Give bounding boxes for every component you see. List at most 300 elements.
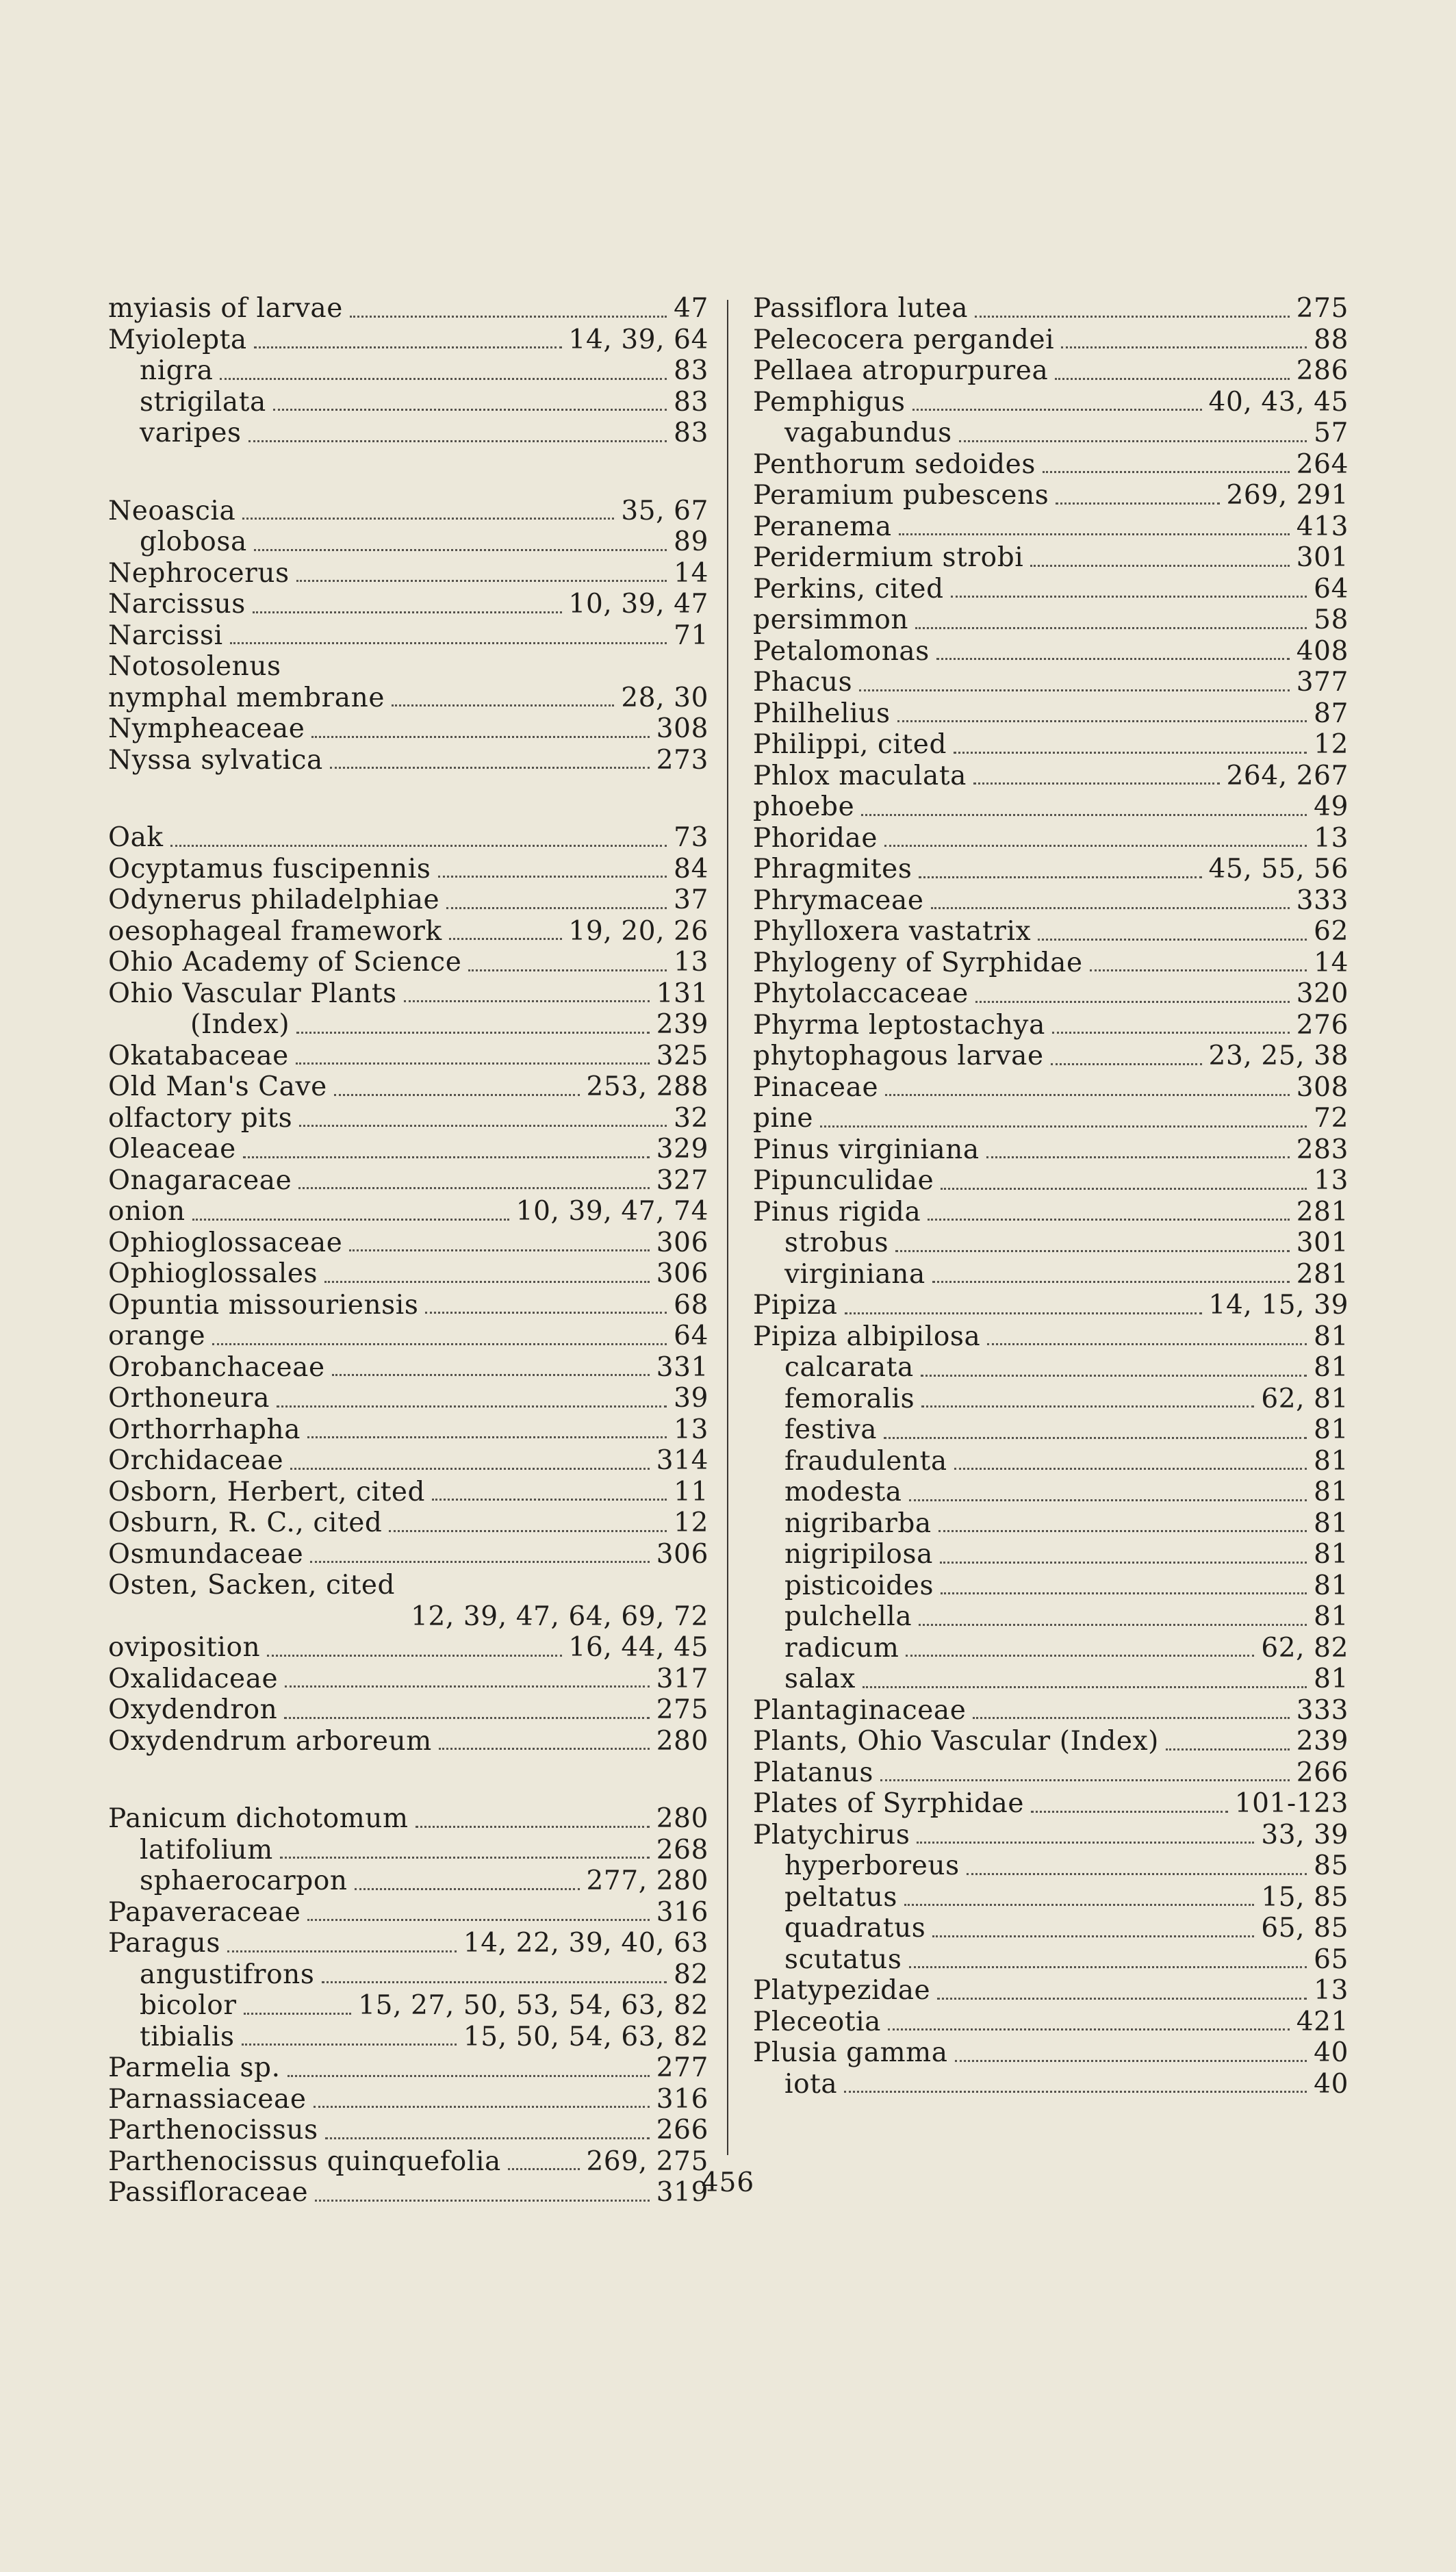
index-entry [108, 1041, 708, 1072]
entry-term: phytophagous larvae [753, 1041, 1044, 1071]
leader-dots [888, 2007, 1290, 2038]
entry-term: Perkins, cited [753, 573, 944, 604]
entry-pages: 283 [1296, 1134, 1349, 1165]
entry-term: Peranema [753, 511, 892, 542]
entry-term: virginiana [784, 1258, 925, 1290]
entry-term: Phylogeny of Syrphidae [753, 947, 1083, 978]
entry-term: Parnassiaceae [108, 2083, 307, 2115]
leader-dots [1090, 947, 1307, 979]
leader-dots [932, 1913, 1254, 1944]
index-entry [753, 1726, 1349, 1757]
leader-dots [859, 667, 1290, 698]
entry-pages: 81 [1314, 1539, 1349, 1570]
page-number: 456 [701, 2167, 755, 2198]
entry-term: Pipunculidae [753, 1165, 934, 1196]
leader-dots [299, 1103, 667, 1134]
index-entry [108, 713, 708, 745]
leader-dots [844, 2069, 1307, 2100]
entry-term: Pellaea atropurpurea [753, 355, 1049, 386]
entry-term: Old Man's Cave [108, 1071, 327, 1102]
index-entry [108, 1071, 708, 1103]
index-entry [753, 511, 1349, 543]
entry-term: phoebe [753, 791, 855, 822]
leader-dots [909, 1477, 1307, 1508]
leader-dots [230, 620, 667, 652]
leader-dots [1052, 1010, 1290, 1041]
entry-pages: 12 [674, 1507, 708, 1538]
leader-dots [227, 1928, 457, 1959]
entry-term: Pinaceae [753, 1071, 879, 1103]
entry-pages: 13 [674, 1414, 708, 1445]
leader-dots [973, 1695, 1289, 1727]
leader-dots [909, 1944, 1307, 1976]
entry-term: sphaerocarpon [140, 1866, 348, 1896]
index-entry [108, 1694, 708, 1726]
entry-pages: 269, 291 [1226, 480, 1349, 511]
index-entry [108, 387, 708, 418]
entry-pages: 39 [674, 1383, 708, 1414]
entry-pages: 58 [1314, 604, 1349, 635]
leader-dots [277, 1383, 667, 1414]
entry-term: fraudulenta [784, 1445, 947, 1477]
index-entry [108, 1227, 708, 1259]
leader-dots [941, 1570, 1307, 1602]
index-entry [753, 1072, 1349, 1104]
entry-term: nymphal membrane [108, 682, 385, 713]
leader-dots [242, 2022, 457, 2053]
index-entry [108, 1664, 708, 1695]
entry-term: quadratus [784, 1913, 926, 1944]
leader-dots [1056, 480, 1219, 511]
index-entry [108, 1290, 708, 1321]
entry-pages: 333 [1296, 1694, 1349, 1726]
index-entry [108, 2052, 708, 2084]
leader-dots [919, 1601, 1307, 1633]
leader-dots [1043, 449, 1290, 481]
entry-pages: 331 [656, 1351, 708, 1383]
entry-pages: 68 [674, 1289, 708, 1321]
entry-term: Ophioglossales [108, 1258, 318, 1289]
entry-pages: 62, 81 [1261, 1383, 1349, 1414]
index-entry [108, 1570, 708, 1601]
index-entry [108, 947, 708, 978]
index-entry [108, 1414, 708, 1446]
index-entry [753, 387, 1349, 418]
index-entry [108, 1321, 708, 1352]
index-entry [753, 1041, 1349, 1072]
index-entry [108, 1009, 708, 1041]
entry-term: Peridermium strobi [753, 542, 1024, 573]
entry-pages: 40, 43, 45 [1208, 386, 1349, 418]
entry-term: Pemphigus [753, 386, 906, 418]
index-entry [108, 1383, 708, 1414]
entry-term: Narcissi [108, 620, 223, 651]
entry-pages: 14 [1314, 947, 1349, 978]
entry-pages: 10, 39, 47, 74 [515, 1196, 708, 1227]
entry-pages: 15, 50, 54, 63, 82 [463, 2021, 708, 2052]
entry-pages: 286 [1296, 355, 1349, 386]
entry-term: Phoridae [753, 822, 878, 854]
index-entry [753, 978, 1349, 1010]
entry-term: Parmelia sp. [108, 2052, 281, 2083]
index-entry [753, 1134, 1349, 1166]
entry-term: Nyssa sylvatica [108, 744, 323, 776]
leader-dots [861, 791, 1307, 823]
leader-dots [311, 713, 649, 745]
entry-pages: 13 [674, 947, 708, 978]
entry-term: tibialis [140, 2021, 235, 2052]
entry-term: Oxalidaceae [108, 1663, 279, 1694]
index-entry [753, 449, 1349, 481]
entry-term: Platanus [753, 1757, 873, 1788]
leader-dots [932, 1259, 1290, 1290]
leader-dots [884, 823, 1307, 854]
index-entry [108, 324, 708, 356]
entry-pages: 266 [1296, 1757, 1349, 1788]
index-entry [108, 884, 708, 916]
leader-dots [322, 1959, 667, 1991]
entry-pages: 281 [1296, 1196, 1349, 1227]
entry-term: Panicum dichotomum [108, 1803, 409, 1834]
entry-pages: 317 [656, 1663, 708, 1694]
entry-term: Platypezidae [753, 1975, 931, 2006]
index-entry [108, 1134, 708, 1165]
index-entry [108, 1539, 708, 1570]
entry-term: angustifrons [140, 1959, 315, 1990]
leader-dots [242, 496, 614, 527]
entry-term: vagabundus [784, 418, 952, 448]
entry-term: Pipiza albipilosa [753, 1321, 981, 1352]
index-entry [108, 1928, 708, 1959]
index-entry [108, 293, 708, 324]
index-entry [108, 1632, 708, 1664]
entry-pages: 239 [656, 1009, 708, 1040]
entry-term: Plantaginaceae [753, 1694, 967, 1726]
entry-term: Ohio Academy of Science [108, 947, 462, 978]
entry-pages: 40 [1314, 2068, 1349, 2100]
entry-pages: 32 [674, 1102, 708, 1134]
index-entry [108, 822, 708, 854]
entry-term: Osten, Sacken, cited [108, 1570, 396, 1601]
leader-dots [284, 1694, 649, 1726]
entry-pages: 306 [656, 1227, 708, 1258]
leader-dots [324, 1258, 650, 1290]
entry-term: Pipiza [753, 1290, 838, 1321]
index-entry [753, 1850, 1349, 1882]
leader-dots [954, 729, 1307, 761]
entry-pages: 408 [1296, 635, 1349, 667]
entry-term: Orchidaceae [108, 1445, 284, 1476]
entry-pages: 421 [1296, 2006, 1349, 2037]
index-entry [108, 418, 708, 449]
entry-pages: 45, 55, 56 [1208, 854, 1349, 884]
index-entry [753, 1570, 1349, 1602]
index-entry [753, 1477, 1349, 1508]
entry-term: Okatabaceae [108, 1040, 289, 1071]
entry-pages: 64 [1314, 573, 1349, 604]
index-entry [753, 418, 1349, 449]
leader-dots [288, 2052, 650, 2084]
leader-dots [845, 1290, 1202, 1321]
entry-term: Oak [108, 822, 164, 853]
entry-term: Nympheaceae [108, 713, 305, 744]
leader-dots [267, 1632, 561, 1664]
index-entry [753, 1757, 1349, 1789]
leader-dots [987, 1321, 1307, 1353]
entry-term: globosa [140, 526, 247, 557]
entry-pages: 64 [674, 1321, 708, 1351]
index-entry [108, 526, 708, 558]
entry-pages: 14, 15, 39 [1208, 1290, 1349, 1321]
entry-pages: 71 [674, 620, 708, 651]
leader-dots [330, 745, 650, 776]
entry-term: Osborn, Herbert, cited [108, 1476, 426, 1507]
leader-dots [904, 1882, 1254, 1913]
entry-term: oesophageal framework [108, 915, 442, 947]
entry-term: Plants, Ohio Vascular (Index) [753, 1726, 1159, 1757]
leader-dots [439, 1726, 650, 1757]
index-entry [753, 1165, 1349, 1197]
entry-term: Phytolaccaceae [753, 978, 969, 1009]
index-entry [753, 1010, 1349, 1041]
index-entry [108, 1507, 708, 1539]
entry-pages: 82 [674, 1959, 708, 1990]
entry-pages: 325 [656, 1040, 708, 1071]
entry-term: oviposition [108, 1632, 261, 1663]
entry-term: scutatus [784, 1944, 902, 1975]
index-entry [753, 1103, 1349, 1134]
leader-dots [314, 2084, 650, 2115]
leader-dots [921, 1384, 1254, 1415]
leader-dots [296, 558, 667, 589]
index-entry-continuation [108, 1601, 708, 1633]
entry-pages: 12, 39, 47, 64, 69, 72 [411, 1601, 708, 1632]
entry-term: strobus [784, 1227, 889, 1258]
index-entry [753, 947, 1349, 979]
entry-term: Narcissus [108, 589, 246, 620]
leader-dots [919, 854, 1201, 885]
index-entry [753, 667, 1349, 698]
leader-dots [392, 683, 614, 714]
entry-pages: 81 [1314, 1414, 1349, 1445]
entry-pages: 14 [674, 557, 708, 589]
entry-pages: 268 [656, 1834, 708, 1866]
leader-dots [954, 1446, 1307, 1477]
index-entry [108, 1165, 708, 1197]
leader-dots [937, 1975, 1307, 2007]
entry-pages: 276 [1296, 1009, 1349, 1041]
index-entry [753, 1414, 1349, 1446]
index-entry [753, 1633, 1349, 1664]
entry-pages: 306 [656, 1258, 708, 1289]
index-entry [753, 1197, 1349, 1228]
entry-pages: 327 [656, 1164, 708, 1196]
leader-dots [416, 1803, 650, 1835]
index-entry [108, 651, 708, 683]
entry-term: Passiflora lutea [753, 293, 969, 324]
entry-pages: 333 [1296, 884, 1349, 916]
index-entry [753, 1788, 1349, 1820]
leader-dots [296, 1041, 650, 1072]
index-entry [753, 698, 1349, 730]
index-entry [108, 1477, 708, 1508]
leader-dots [280, 1835, 650, 1866]
entry-term: Phyrma leptostachya [753, 1009, 1045, 1041]
leader-dots [863, 1664, 1307, 1695]
index-entry [108, 2115, 708, 2146]
entry-term: Phlox maculata [753, 760, 967, 791]
entry-pages: 47 [674, 293, 708, 324]
index-entry [753, 1227, 1349, 1259]
entry-term: modesta [784, 1477, 902, 1507]
index-entry [753, 1882, 1349, 1913]
index-entry [108, 620, 708, 652]
entry-term: pulchella [784, 1601, 912, 1632]
index-entry [108, 1103, 708, 1134]
entry-pages: 57 [1314, 418, 1349, 448]
entry-pages: 277, 280 [586, 1866, 708, 1896]
entry-pages: 88 [1314, 324, 1349, 355]
leader-dots [899, 511, 1290, 543]
entry-pages: 84 [674, 853, 708, 884]
left-column [108, 293, 708, 2208]
leader-dots [915, 604, 1307, 636]
index-entry [753, 1975, 1349, 2007]
entry-term: Ocyptamus fuscipennis [108, 853, 431, 884]
entry-pages: 377 [1296, 667, 1349, 698]
index-entry [753, 1352, 1349, 1384]
leader-dots [355, 1866, 580, 1897]
leader-dots [285, 1664, 650, 1695]
entry-pages: 83 [674, 418, 708, 448]
entry-pages: 12 [1314, 729, 1349, 760]
entry-pages: 62, 82 [1261, 1632, 1349, 1664]
leader-dots [912, 387, 1202, 418]
entry-pages: 73 [674, 822, 708, 853]
entry-term: latifolium [140, 1834, 273, 1866]
index-entry [108, 558, 708, 589]
entry-pages: 37 [674, 884, 708, 915]
entry-term: peltatus [784, 1881, 898, 1913]
entry-term: Peramium pubescens [753, 480, 1049, 511]
leader-dots [975, 293, 1290, 324]
leader-dots [906, 1633, 1254, 1664]
entry-pages: 277 [656, 2052, 708, 2083]
entry-term: Phrymaceae [753, 884, 924, 916]
index-entry [753, 1664, 1349, 1695]
right-column [753, 293, 1349, 2100]
entry-term: Myiolepta [108, 324, 247, 355]
entry-term: Odynerus philadelphiae [108, 884, 440, 915]
index-entry [753, 916, 1349, 947]
index-entry [108, 1258, 708, 1290]
leader-dots [941, 1165, 1307, 1197]
index-entry [753, 293, 1349, 324]
entry-term: Paragus [108, 1928, 220, 1959]
leader-dots [936, 636, 1290, 667]
entry-term: Plates of Syrphidae [753, 1788, 1025, 1819]
entry-pages: 269, 275 [586, 2146, 708, 2177]
entry-term: Plusia gamma [753, 2037, 948, 2068]
leader-dots [1061, 324, 1307, 356]
entry-term: Oxydendrum arboreum [108, 1725, 432, 1757]
entry-term: Pinus virginiana [753, 1134, 980, 1165]
leader-dots [928, 1197, 1289, 1228]
index-entry [753, 1601, 1349, 1633]
entry-pages: 273 [656, 744, 708, 776]
entry-pages: 89 [674, 526, 708, 557]
entry-pages: 19, 20, 26 [568, 915, 708, 947]
index-entry [108, 745, 708, 776]
entry-term: Pelecocera pergandei [753, 324, 1055, 355]
leader-dots [895, 1227, 1290, 1259]
leader-dots [820, 1103, 1307, 1134]
entry-pages: 275 [656, 1694, 708, 1725]
index-entry [753, 604, 1349, 636]
leader-dots [897, 698, 1307, 730]
entry-term: olfactory pits [108, 1102, 293, 1134]
leader-dots [446, 884, 667, 916]
entry-term: Philippi, cited [753, 729, 947, 760]
index-entry [753, 1321, 1349, 1353]
section-gap [108, 776, 708, 822]
leader-dots [349, 1227, 649, 1259]
entry-term: strigilata [140, 386, 266, 418]
leader-dots [438, 854, 667, 885]
entry-pages: 15, 85 [1261, 1881, 1349, 1913]
entry-term: femoralis [784, 1383, 915, 1414]
leader-dots [296, 1009, 650, 1041]
entry-term: Pleceotia [753, 2006, 881, 2037]
entry-pages: 14, 22, 39, 40, 63 [463, 1928, 708, 1959]
leader-dots [248, 418, 667, 449]
entry-pages: 320 [1296, 978, 1349, 1009]
index-entry [753, 761, 1349, 792]
entry-pages: 23, 25, 38 [1208, 1041, 1349, 1071]
entry-pages: 81 [1314, 1507, 1349, 1539]
entry-pages: 280 [656, 1725, 708, 1757]
entry-pages: 81 [1314, 1477, 1349, 1507]
entry-pages: 81 [1314, 1352, 1349, 1383]
entry-pages: 81 [1314, 1570, 1349, 1601]
entry-term: radicum [784, 1632, 899, 1664]
entry-pages: 11 [674, 1476, 708, 1507]
column-divider [727, 300, 728, 2155]
index-entry [108, 1352, 708, 1384]
entry-pages: 239 [1296, 1726, 1349, 1757]
leader-dots [938, 1508, 1307, 1540]
entry-pages: 65 [1314, 1944, 1349, 1975]
leader-dots [921, 1352, 1307, 1384]
leader-dots [389, 1507, 667, 1539]
index-entry [753, 1539, 1349, 1570]
leader-dots [220, 355, 667, 387]
entry-term: Osburn, R. C., cited [108, 1507, 383, 1538]
entry-pages: 33, 39 [1261, 1819, 1349, 1850]
leader-dots [432, 1477, 667, 1508]
index-entry [108, 355, 708, 387]
index-entry [753, 636, 1349, 667]
entry-pages: 87 [1314, 698, 1349, 729]
entry-pages: 316 [656, 2083, 708, 2115]
entry-pages: 131 [656, 978, 708, 1009]
leader-dots [975, 978, 1290, 1010]
entry-pages: 15, 27, 50, 53, 54, 63, 82 [358, 1990, 708, 2021]
entry-term: Notosolenus [108, 651, 281, 682]
section-gap [108, 1757, 708, 1803]
leader-dots [273, 387, 667, 418]
leader-dots [310, 1539, 649, 1570]
